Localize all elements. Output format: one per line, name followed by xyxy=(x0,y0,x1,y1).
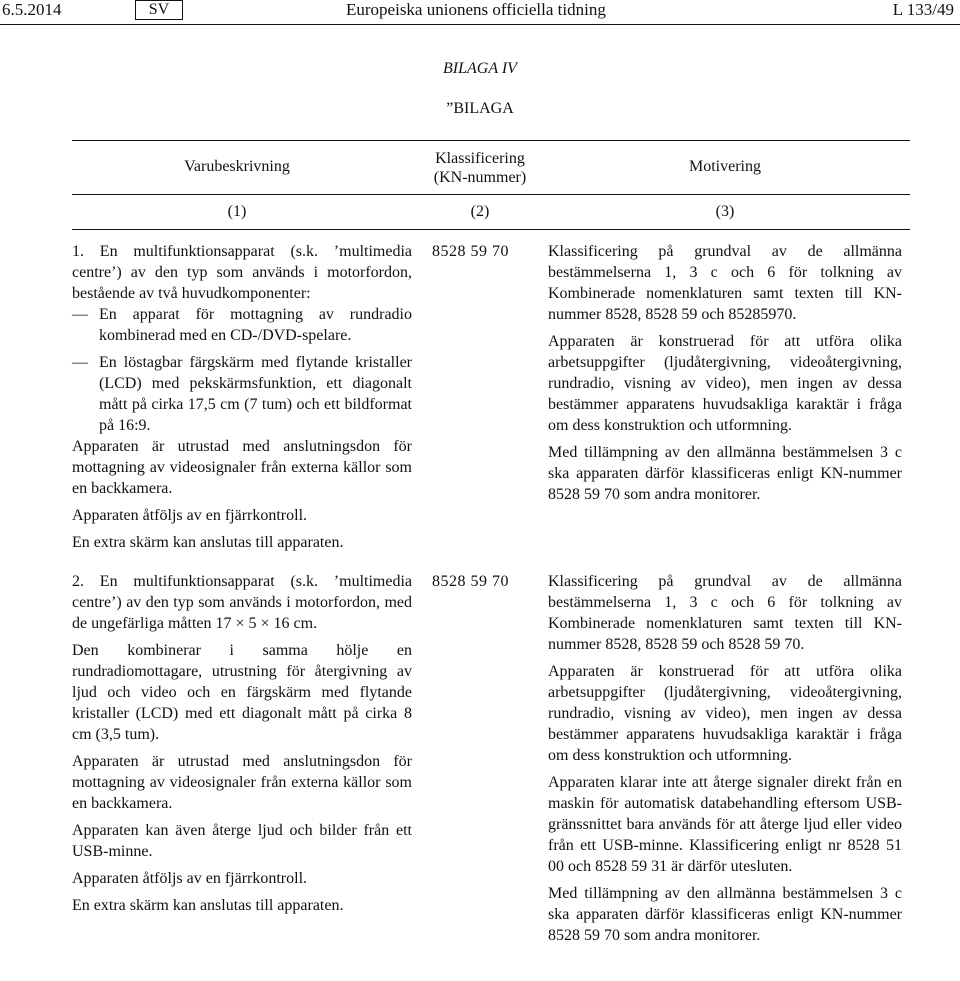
row-1-intro: 1. En multifunktionsapparat (s.k. ’multimedia centre’) av den typ som används i motorfordon, bestående av två huvudkomponenter: xyxy=(72,243,412,302)
row-2-justification-4: Med tillämpning av den allmänna bestämmelsen 3 c ska apparaten därför klassificeras enligt KN-nummer 8528 59 70 som andra monitorer. xyxy=(548,885,902,944)
annex-title: BILAGA IV xyxy=(443,60,517,77)
row-2-description xyxy=(72,571,412,916)
row-2-justification-2: Apparaten är konstruerad för att utföra olika arbetsuppgifter (ljudåtergivning, videoåtergivning, rundradio, visning av video), men ingen av dessa bestämmer apparatens huvudsakliga karaktär i fråga om dess konstruktion och utformning. xyxy=(548,663,902,764)
row-1-paragraph-2: Apparaten åtföljs av en fjärrkontroll. xyxy=(72,507,308,524)
row-1-cn-code: 8528 59 70 xyxy=(432,243,509,260)
row-1-dash-item-2: — En löstagbar färgskärm med flytande kristaller (LCD) med pekskärmsfunktion, ett diagonalt mått på cirka 17,5 cm (7 tum) och ett bildformat på 16:9. xyxy=(72,352,412,436)
row-1-description xyxy=(72,241,412,553)
row-2-paragraph-4: Apparaten kan även återge ljud och bilder från ett USB-minne. xyxy=(72,822,412,860)
row-1-justification-2: Apparaten är konstruerad för att utföra olika arbetsuppgifter (ljudåtergivning, videoåtergivning, rundradio, visning av video), men ingen av dessa bestämmer apparatens huvudsakliga karaktär i fråga om dess konstruktion och utformning. xyxy=(548,333,902,434)
column-heading-classification-line2: (KN-nummer) xyxy=(433,169,527,186)
column-number-rule xyxy=(72,229,910,230)
row-1-dash-item-1: — En apparat för mottagning av rundradio kombinerad med en CD-/DVD-spelare. xyxy=(72,304,412,346)
column-heading-classification-line1: Klassificering xyxy=(435,150,525,167)
language-badge: SV xyxy=(135,0,183,20)
row-1-justification-3: Med tillämpning av den allmänna bestämmelsen 3 c ska apparaten därför klassificeras enligt KN-nummer 8528 59 70 som andra monitorer. xyxy=(548,444,902,503)
row-2-justification-3: Apparaten klarar inte att återge signaler direkt från en maskin för automatisk databehandling eftersom USB-gränssnittet bara används för att återge ljud eller video från ett USB-minne. Klassificering enligt nr 8528 51 00 och 8528 59 31 är därför utesluten. xyxy=(548,774,902,875)
row-1-justification-1: Klassificering på grundval av de allmänna bestämmelserna 1, 3 c och 6 för tolkning av Kombinerade nomenklaturen samt texten till KN-nummer 8528, 8528 59 och 85285970. xyxy=(548,243,902,323)
row-2-justification xyxy=(548,571,902,946)
column-number-1: (1) xyxy=(227,203,247,220)
row-2-paragraph-5: Apparaten åtföljs av en fjärrkontroll. xyxy=(72,870,308,887)
row-1-justification xyxy=(548,241,902,505)
column-heading-description: Varubeskrivning xyxy=(184,158,290,175)
row-2-paragraph-6: En extra skärm kan anslutas till apparaten. xyxy=(72,897,344,914)
column-heading-rule xyxy=(72,194,910,195)
column-number-3: (3) xyxy=(715,203,735,220)
row-2-paragraph-2: Den kombinerar i samma hölje en rundradiomottagare, utrustning för återgivning av ljud och video och en färgskärm med flytande kristaller (LCD) med ett diagonalt mått på cirka 8 cm (3,5 tum). xyxy=(72,642,412,743)
column-number-2: (2) xyxy=(470,203,490,220)
page-reference: L 133/49 xyxy=(892,0,954,19)
row-2-cn-code: 8528 59 70 xyxy=(432,573,509,590)
column-heading-classification xyxy=(425,149,535,187)
header-rule xyxy=(0,24,960,25)
annex-subtitle: ”BILAGA xyxy=(446,100,514,117)
row-1-paragraph-1: Apparaten är utrustad med anslutningsdon för mottagning av videosignaler från externa källor som en backkamera. xyxy=(72,438,412,497)
row-2-paragraph-3: Apparaten är utrustad med anslutningsdon för mottagning av videosignaler från externa källor som en backkamera. xyxy=(72,753,412,812)
publication-date: 6.5.2014 xyxy=(2,0,62,19)
row-2-paragraph-1: 2. En multifunktionsapparat (s.k. ’multimedia centre’) av den typ som används i motorfordon, med de ungefärliga måtten 17 × 5 × 16 cm. xyxy=(72,573,412,632)
row-1-paragraph-3: En extra skärm kan anslutas till apparaten. xyxy=(72,534,344,551)
page-header xyxy=(0,0,960,24)
table-top-rule xyxy=(72,140,910,141)
column-heading-justification: Motivering xyxy=(689,158,761,175)
row-2-justification-1: Klassificering på grundval av de allmänna bestämmelserna 1, 3 c och 6 för tolkning av Kombinerade nomenklaturen samt texten till KN-nummer 8528, 8528 59 och 8528 59 70. xyxy=(548,573,902,653)
journal-title: Europeiska unionens officiella tidning xyxy=(346,0,606,19)
